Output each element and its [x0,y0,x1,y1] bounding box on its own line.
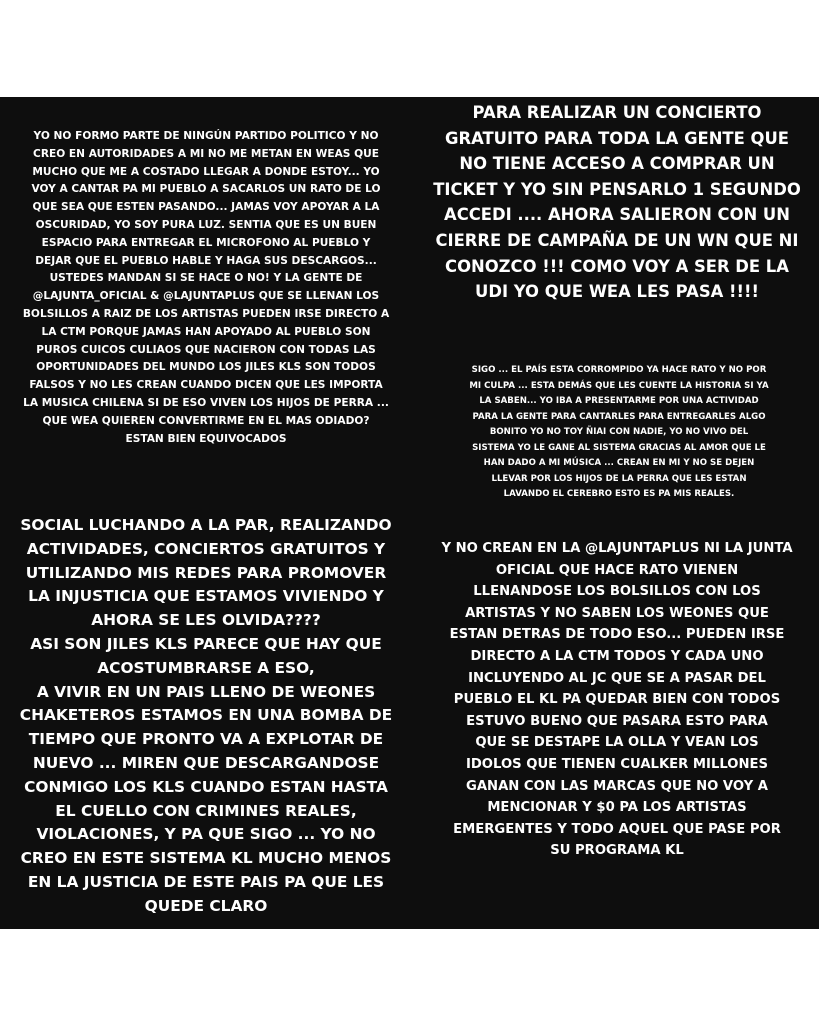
text-line: PUEBLO EL KL PA QUEDAR BIEN CON TODOS [453,692,781,708]
top-right-small-text-block [424,363,814,503]
top-left-text-block [8,128,404,448]
text-line: PARA REALIZAR UN CONCIERTO [472,103,762,122]
text-line: CONOZCO !!! COMO VOY A SER DE LA [445,256,789,276]
text-line: EN LA JUSTICIA DE ESTE PAIS PA QUE LES [27,872,385,891]
text-line: QUE WEA QUIEREN CONVERTIRME EN EL MAS ODIADO? [42,414,370,427]
text-line: DIRECTO A LA CTM TODOS Y CADA UNO [470,648,764,664]
text-line: LA MUSICA CHILENA SI DE ESO VIVEN LOS HIJOS DE PERRA ... [23,396,389,409]
text-line: LLEVAR POR LOS HIJOS DE LA PERRA QUE LES ESTAN [491,473,747,484]
text-line: LA CTM PORQUE JAMAS HAN APOYADO AL PUEBLO SON [41,325,371,338]
text-line: EMERGENTES Y TODO AQUEL QUE PASE POR [453,821,781,837]
text-line: TIEMPO QUE PRONTO VA A EXPLOTAR DE [28,730,384,749]
text-line: AHORA SE LES OLVIDA???? [91,611,321,630]
text-line: ESTAN DETRAS DE TODO ESO... PUEDEN IRSE [449,627,785,643]
text-line: LA SABEN... YO IBA A PRESENTARME POR UNA ACTIVIDAD [479,396,759,406]
text-line: TICKET Y YO SIN PENSARLO 1 SEGUNDO [433,179,801,199]
bottom-left-text-block [8,514,404,919]
text-line: ESTUVO BUENO QUE PASARA ESTO PARA [466,713,768,729]
text-line: CONMIGO LOS KLS CUANDO ESTAN HASTA [24,777,388,796]
text-line: EL CUELLO CON CRIMINES REALES, [55,801,357,820]
text-line: OFICIAL QUE HACE RATO VIENEN [495,562,739,578]
text-line: VIOLACIONES, Y PA QUE SIGO ... YO NO [36,825,376,844]
text-line: CIERRE DE CAMPAÑA DE UN WN QUE NI [435,230,799,250]
text-line: SIGO ... EL PAÍS ESTA CORROMPIDO YA HACE RATO Y NO POR [471,365,767,375]
text-line: MUCHO QUE ME A COSTADO LLEGAR A DONDE ESTOY... YO [32,165,380,178]
text-line: NUEVO ... MIREN QUE DESCARGANDOSE [32,753,380,772]
text-line: UTILIZANDO MIS REDES PARA PROMOVER [25,563,387,582]
text-line: INCLUYENDO AL JC QUE SE A PASAR DEL [468,670,766,686]
text-line: SOCIAL LUCHANDO A LA PAR, REALIZANDO [20,516,392,534]
text-line: @LAJUNTA_OFICIAL & @LAJUNTAPLUS QUE SE LLENAN LOS [32,290,380,303]
text-line: QUE SEA QUE ESTEN PASANDO... JAMAS VOY APOYAR A LA [32,201,380,214]
text-line: VOY A CANTAR PA MI PUEBLO A SACARLOS UN RATO DE LO [31,183,381,196]
text-line: QUEDE CLARO [144,896,268,915]
text-line: NO TIENE ACCESO A COMPRAR UN [459,154,775,174]
text-line: FALSOS Y NO LES CREAN CUANDO DICEN QUE LES IMPORTA [29,379,383,392]
text-line: Y NO CREAN EN LA @LAJUNTAPLUS NI LA JUNTA [441,541,793,556]
text-line: QUE SE DESTAPE LA OLLA Y VEAN LOS [475,735,759,751]
bottom-right-text-block [418,538,816,862]
text-line: ACTIVIDADES, CONCIERTOS GRATUITOS Y [26,539,386,558]
text-line: LA INJUSTICIA QUE ESTAMOS VIVIENDO Y [28,587,384,606]
text-line: ASI SON JILES KLS PARECE QUE HAY QUE [30,634,382,653]
text-line: PUROS CUICOS CULIAOS QUE NACIERON CON TODAS LAS [36,343,376,356]
text-line: BOLSILLOS A RAIZ DE LOS ARTISTAS PUEDEN IRSE DIRECTO A [22,307,390,320]
text-line: OPORTUNIDADES DEL MUNDO LOS JILES KLS SON TODOS [36,361,376,374]
text-line: ACOSTUMBRARSE A ESO, [97,658,315,677]
text-line: UDI YO QUE WEA LES PASA !!!! [475,282,759,302]
text-line: GRATUITO PARA TODA LA GENTE QUE [445,128,789,148]
top-right-text-block [418,100,816,305]
text-line: LLENANDOSE LOS BOLSILLOS CON LOS [473,584,761,600]
text-line: OSCURIDAD, YO SOY PURA LUZ. SENTIA QUE ES UN BUEN [35,218,377,231]
text-line: MI CULPA ... ESTA DEMÁS QUE LES CUENTE LA HISTORIA SI YA [469,380,769,391]
text-line: CHAKETEROS ESTAMOS EN UNA BOMBA DE [19,706,393,725]
text-line: HAN DADO A MI MÚSICA ... CREAN EN MI Y NO SE DEJEN [483,458,755,468]
text-line: ESTAN BIEN EQUIVOCADOS [125,432,287,445]
text-line: SISTEMA YO LE GANE AL SISTEMA GRACIAS AL AMOR QUE LE [472,442,766,453]
text-line: BONITO YO NO TOY ÑIAI CON NADIE, YO NO VIVO DEL [489,427,749,437]
text-line: ESPACIO PARA ENTREGAR EL MICROFONO AL PUEBLO Y [41,236,371,249]
text-line: LAVANDO EL CEREBRO ESTO ES PA MIS REALES. [503,489,735,499]
text-line: GANAN CON LAS MARCAS QUE NO VOY A [466,778,768,794]
text-line: ARTISTAS Y NO SABEN LOS WEONES QUE [465,605,769,621]
text-line: DEJAR QUE EL PUEBLO HABLE Y HAGA SUS DESCARGOS... [35,254,377,267]
text-line: MENCIONAR Y $0 PA LOS ARTISTAS [487,800,747,816]
text-line: A VIVIR EN UN PAIS LLENO DE WEONES [36,682,376,701]
text-line: CREO EN AUTORIDADES A MI NO ME METAN EN WEAS QUE [33,147,379,160]
text-line: SU PROGRAMA KL [550,843,684,859]
text-line: PARA LA GENTE PARA CANTARLES PARA ENTREGARLES ALGO [472,411,766,422]
text-line: YO NO FORMO PARTE DE NINGÚN PARTIDO POLITICO Y NO [33,130,379,142]
text-line: USTEDES MANDAN SI SE HACE O NO! Y LA GENTE DE [49,272,363,285]
text-line: IDOLOS QUE TIENEN CUALKER MILLONES [465,756,769,772]
text-line: CREO EN ESTE SISTEMA KL MUCHO MENOS [20,849,392,868]
text-line: ACCEDI .... AHORA SALIERON CON UN [444,205,790,225]
